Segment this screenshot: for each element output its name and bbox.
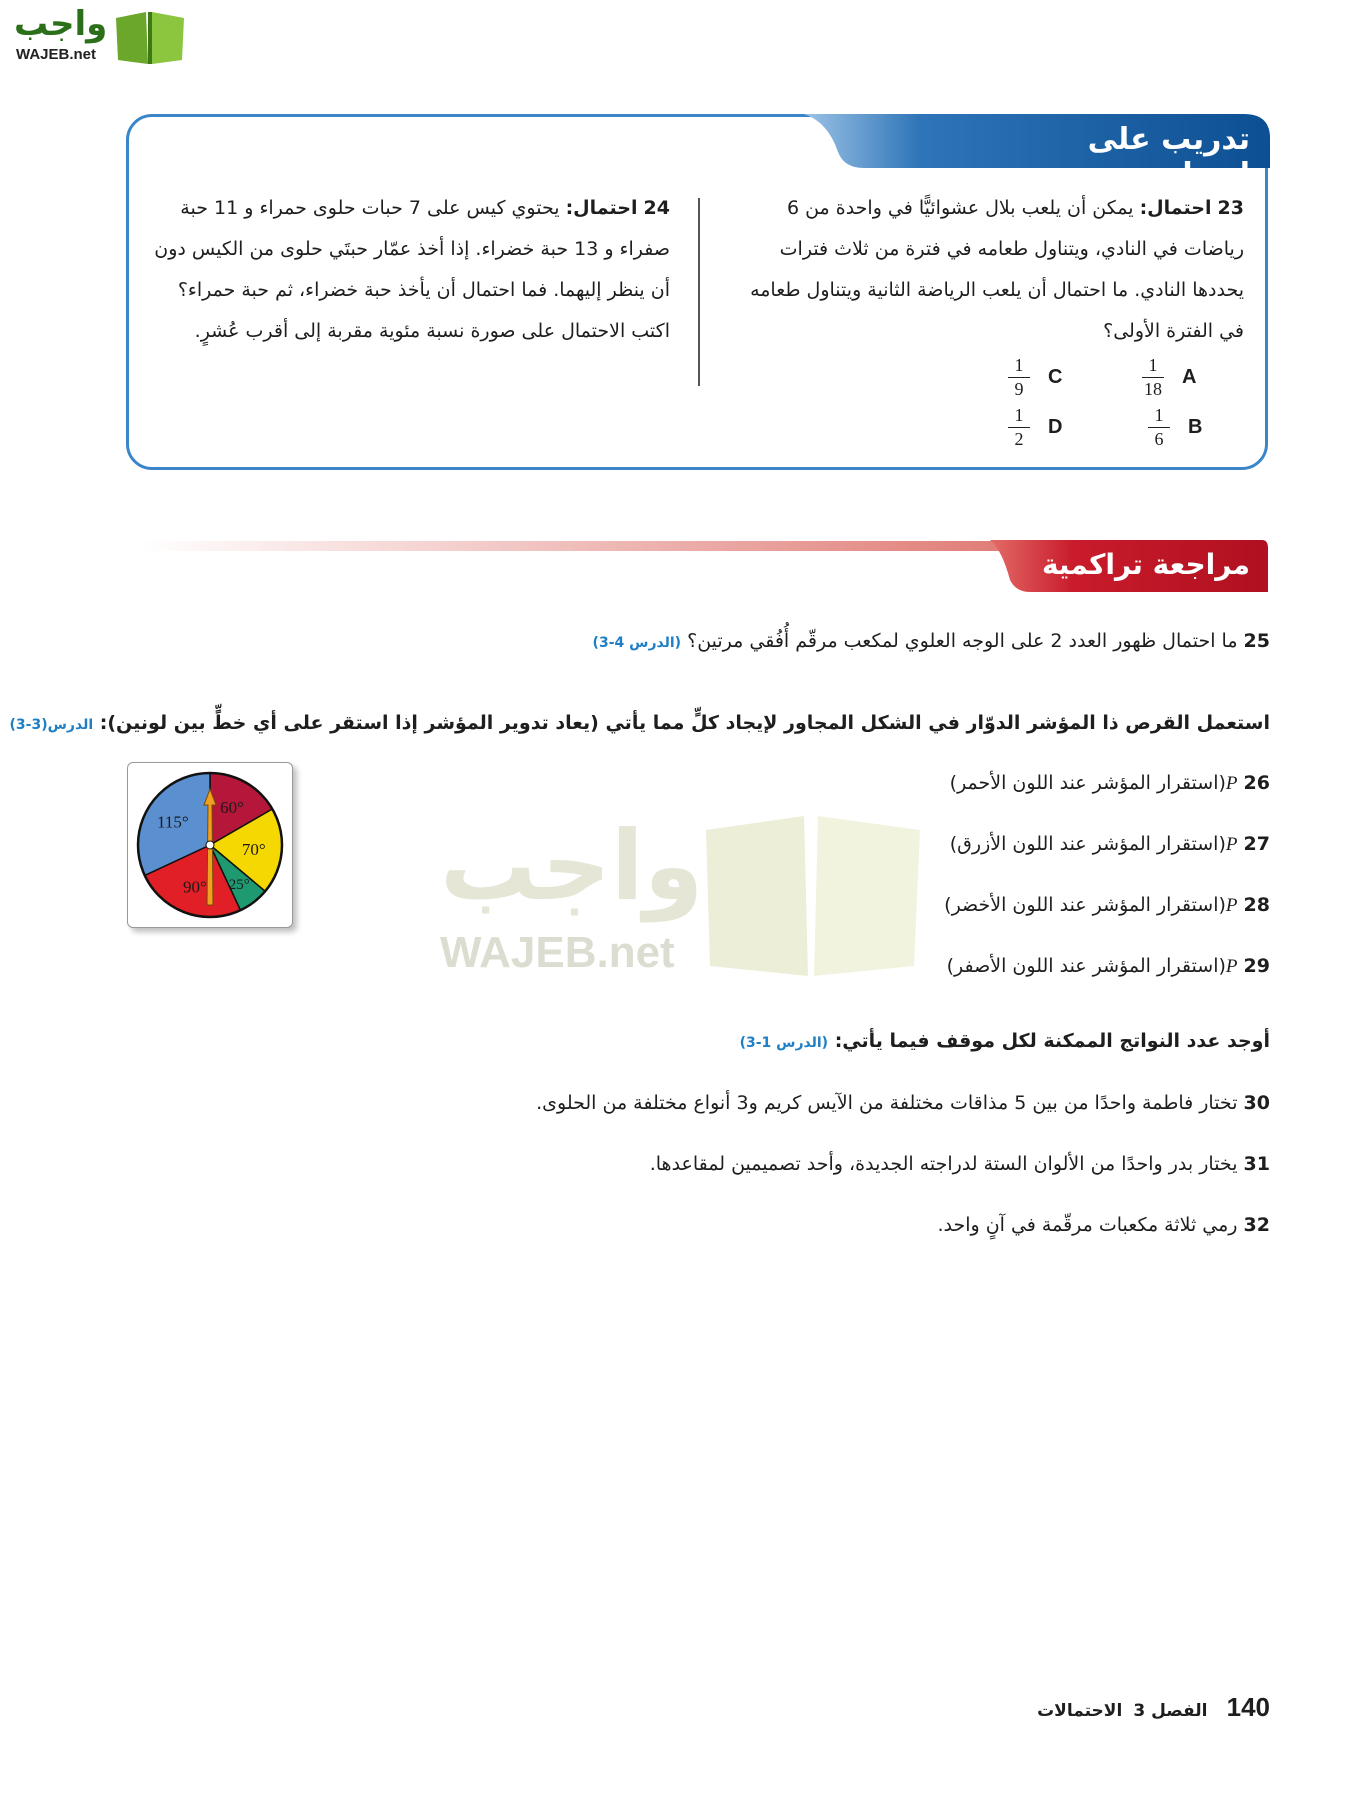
question-text: يحتوي كيس على 7 حبات حلوى حمراء و 11 حبة صفراء و 13 حبة خضراء. إذا أخذ عمّار حبتَي حلوى من الكيس دون أن ينظر إليهما. فما احتمال أن يأخذ حبة خضراء، ثم حبة حمراء؟ اكتب الاحتمال على صورة نسبة مئوية مقربة إلى أقرب عُشرٍ.: [154, 197, 670, 342]
question-text: رمي ثلاثة مكعبات مرقّمة في آنٍ واحد.: [937, 1214, 1238, 1236]
page-footer: [1037, 1692, 1270, 1723]
choice-letter: A: [1182, 366, 1197, 388]
lesson-reference: (الدرس 4-3): [592, 635, 682, 651]
logo-english-text: WAJEB.net: [16, 46, 97, 63]
question-31: [650, 1153, 1270, 1175]
question-keyword: احتمال:: [1139, 197, 1212, 219]
probability-symbol: P: [1225, 956, 1238, 977]
question-text: تختار فاطمة واحدًا من بين 5 مذاقات مختلفة من الآيس كريم و3 أنواع مختلفة من الحلوى.: [536, 1092, 1238, 1114]
page-number: 140: [1226, 1692, 1270, 1722]
question-number: 28: [1243, 894, 1270, 916]
spinner-sector-label: 25°: [228, 877, 250, 894]
denominator: 18: [1144, 379, 1162, 399]
question-number: 29: [1243, 955, 1270, 977]
question-28: [944, 894, 1270, 917]
choice-c[interactable]: [1008, 356, 1062, 399]
spinner-svg: [128, 763, 292, 927]
question-number: 24: [643, 197, 670, 219]
probability-symbol: P: [1225, 773, 1238, 794]
question-number: 25: [1243, 630, 1270, 652]
question-number: 23: [1217, 197, 1244, 219]
watermark-english: WAJEB.net: [440, 928, 675, 977]
question-text: (استقرار المؤشر عند اللون الأزرق): [949, 833, 1226, 855]
book-icon: [112, 8, 190, 68]
review-title: مراجعة تراكمية: [1041, 548, 1250, 581]
probability-symbol: P: [1225, 834, 1238, 855]
instruction-spinner: [10, 712, 1271, 734]
question-23: [740, 188, 1244, 352]
numerator: 1: [1014, 405, 1024, 425]
instruction-text: أوجد عدد النواتج الممكنة لكل موقف فيما يأتي:: [834, 1030, 1270, 1052]
numerator: 1: [1014, 355, 1024, 375]
question-number: 26: [1243, 772, 1270, 794]
site-logo[interactable]: [10, 4, 190, 70]
denominator: 6: [1154, 429, 1164, 449]
choice-a[interactable]: [1142, 356, 1196, 399]
question-number: 31: [1243, 1153, 1270, 1175]
fraction: [1142, 356, 1164, 399]
chapter-label: الفصل 3: [1133, 1701, 1208, 1721]
question-keyword: احتمال:: [565, 197, 638, 219]
question-24: [150, 188, 670, 352]
denominator: 2: [1014, 429, 1024, 449]
lesson-reference: (الدرس 1-3): [739, 1035, 829, 1051]
logo-arabic-text: واجب: [14, 4, 108, 44]
denominator: 9: [1014, 379, 1024, 399]
spinner-sector-label: 115°: [157, 812, 189, 832]
question-text: (استقرار المؤشر عند اللون الأخضر): [944, 894, 1226, 916]
question-number: 32: [1243, 1214, 1270, 1236]
question-text: (استقرار المؤشر عند اللون الأصفر): [946, 955, 1226, 977]
spinner-sector-label: 90°: [183, 877, 207, 897]
question-number: 27: [1243, 833, 1270, 855]
question-30: [536, 1092, 1270, 1114]
choice-letter: C: [1048, 366, 1063, 388]
fraction: [1008, 356, 1030, 399]
watermark-book-icon: [700, 810, 926, 980]
probability-symbol: P: [1225, 895, 1238, 916]
spinner-hub: [206, 841, 214, 849]
chapter-title: الاحتمالات: [1037, 1701, 1123, 1721]
question-text: يختار بدر واحدًا من الألوان الستة لدراجته الجديدة، وأحد تصميمين لمقاعدها.: [649, 1153, 1238, 1175]
watermark: [430, 810, 930, 990]
question-25: [593, 630, 1270, 652]
question-number: 30: [1243, 1092, 1270, 1114]
choice-d[interactable]: [1008, 406, 1062, 449]
question-text: (استقرار المؤشر عند اللون الأحمر): [949, 772, 1226, 794]
question-29: [947, 955, 1270, 978]
fraction: [1148, 406, 1170, 449]
column-divider: [698, 198, 700, 386]
numerator: 1: [1148, 355, 1158, 375]
question-text: ما احتمال ظهور العدد 2 على الوجه العلوي لمكعب مرقّم أُفُقي مرتين؟: [687, 630, 1238, 652]
watermark-arabic: واجب: [440, 810, 704, 922]
instruction-outcomes: [740, 1030, 1270, 1052]
question-32: [937, 1214, 1270, 1236]
lesson-reference: الدرس(3-3): [9, 717, 94, 733]
practice-title: تدريب على اختبار: [1087, 122, 1250, 192]
spinner-sector-label: 70°: [241, 839, 266, 859]
spinner-figure: [127, 762, 293, 928]
review-gradient-line: [140, 541, 1020, 551]
numerator: 1: [1154, 405, 1164, 425]
question-26: [950, 772, 1270, 795]
choice-letter: D: [1048, 416, 1063, 438]
question-27: [950, 833, 1270, 856]
fraction: [1008, 406, 1030, 449]
choice-b[interactable]: [1148, 406, 1202, 449]
spinner-sector-label: 60°: [220, 797, 244, 817]
question-text: يمكن أن يلعب بلال عشوائيًّا في واحدة من 6 رياضات في النادي، ويتناول طعامه في فترة من ثلاث فترات يحددها النادي. ما احتمال أن يلعب الرياضة الثانية ويتناول طعامه في الفترة الأولى؟: [750, 197, 1244, 342]
instruction-text: استعمل القرص ذا المؤشر الدوّار في الشكل المجاور لإيجاد كلٍّ مما يأتي (يعاد تدوير المؤشر إذا استقر على أي خطٍّ بين لونين):: [99, 712, 1270, 734]
choice-letter: B: [1188, 416, 1203, 438]
